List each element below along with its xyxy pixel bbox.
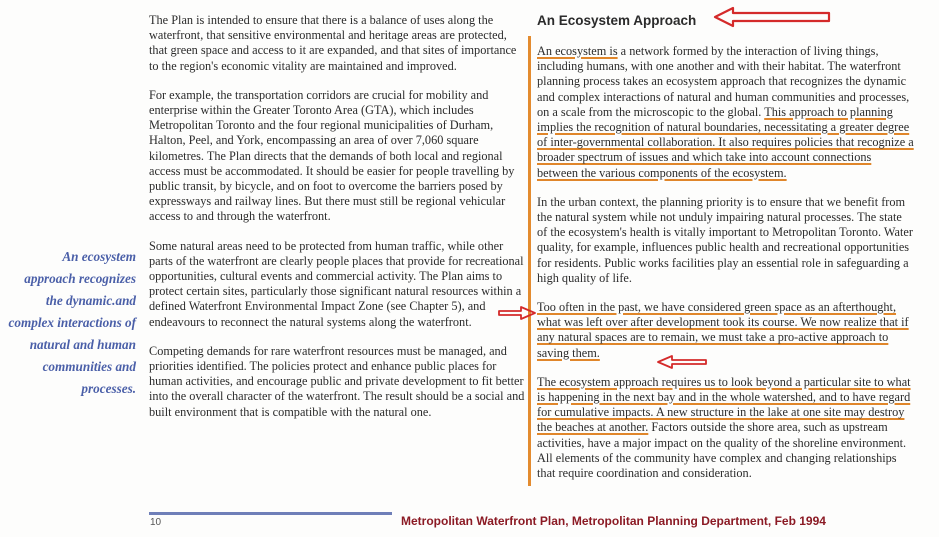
highlighted-text: Too often in the past, we have considered green space as an afterthought, what was left over after development took its course. We now realize that if any natural spaces are to remain, we must take a pro-active approach to saving them. xyxy=(537,300,909,360)
left-paragraph-4: Competing demands for rare waterfront resources must be managed, and priorities identified. The policies protect and enhance public places for human activities, and encourage public and private development to fit better into the overall character of the waterfront. The result should be a social and built environment that is compatible with the natural one. xyxy=(149,343,525,419)
right-paragraph-3 xyxy=(537,300,914,361)
left-paragraph-3: Some natural areas need to be protected from human traffic, while other parts of the waterfront are clearly people places that provide for recreational opportunities, cultural events and commercial activity. The Plan aims to protect certain sites, particularly those significant natural resources within a defined Waterfront Environmental Impact Zone (see Chapter 5), and endeavours to reconnect the natural systems along the waterfront. xyxy=(149,238,524,329)
right-column xyxy=(537,13,914,495)
highlight-margin-rule xyxy=(528,36,531,486)
highlighted-text: An ecosystem is xyxy=(537,44,618,58)
right-paragraph-2: In the urban context, the planning priority is to ensure that we benefit from the natural system while not unduly impairing natural processes. The state of the ecosystem's health is vitally important to Metropolitan Toronto. Water quality, for example, influences public health and recreational opportunities for residents. Public works facilities play an essential role in safeguarding a high quality of life. xyxy=(537,194,913,285)
heading-arrow-icon xyxy=(713,6,833,28)
left-paragraph-1: The Plan is intended to ensure that there is a balance of uses along the waterfront, that sensitive environmental and heritage areas are protected, that green space and access to it are expanded, and that sites of importance to the region's economic vitality are maintained and improved. xyxy=(149,13,517,73)
highlighted-text: This approach to planning implies the recognition of natural boundaries, necessitating a greater degree of inter-governmental collaboration. It also requires policies that recognize a broader spectrum of issues and which take into account connections between the various components of the ecosystem. xyxy=(537,104,914,180)
paragraph-text: Factors outside the shore area, such as upstream activities, have a major impact on the quality of the shoreline environment. All elements of the community have complex and changing relationships that require coordination and consideration. xyxy=(537,420,907,481)
source-caption: Metropolitan Waterfront Plan, Metropolitan Planning Department, Feb 1994 xyxy=(401,514,826,528)
phrase-arrow-icon xyxy=(656,355,708,369)
footer-rule xyxy=(149,512,392,515)
paragraph-text: a network formed by the interaction of living things, including humans, with one another and with their habitat. The waterfront planning process takes an ecosystem approach that recognizes the dynamic and complex interactions of natural and human communities and processes, on a scale from the microscopic to the global. xyxy=(537,44,910,119)
left-paragraph-2: For example, the transportation corridors are crucial for mobility and enterprise within the Greater Toronto Area (GTA), which includes Metropolitan Toronto and the four regional municipalities of Durham, Halton, Peel, and York, encompassing an area of over 7,060 square kilometres. The Plan directs that the demands of both local and regional access must be accommodated. It should be easier for people travelling by public transit, by bicycle, and on foot to overcome the barriers posed by expressways and railway lines. But there must still be regional vehicular access to and through the waterfront. xyxy=(149,87,515,224)
right-paragraph-4 xyxy=(537,375,914,481)
left-column xyxy=(149,13,525,434)
pull-quote: An ecosystem approach recognizes the dynamic.and complex interactions of natural and human communities and processes. xyxy=(8,249,136,396)
page-number: 10 xyxy=(150,517,162,528)
highlighted-text: The ecosystem approach requires us to look beyond a particular site to what is happening in the next bay and in the whole watershed, and to have regard for cumulative impacts. A new structure in the lake at one site may destroy the beaches at another. xyxy=(537,374,911,435)
right-paragraph-1 xyxy=(537,44,914,181)
paragraph-arrow-icon xyxy=(497,306,537,320)
section-heading: An Ecosystem Approach xyxy=(537,13,697,28)
